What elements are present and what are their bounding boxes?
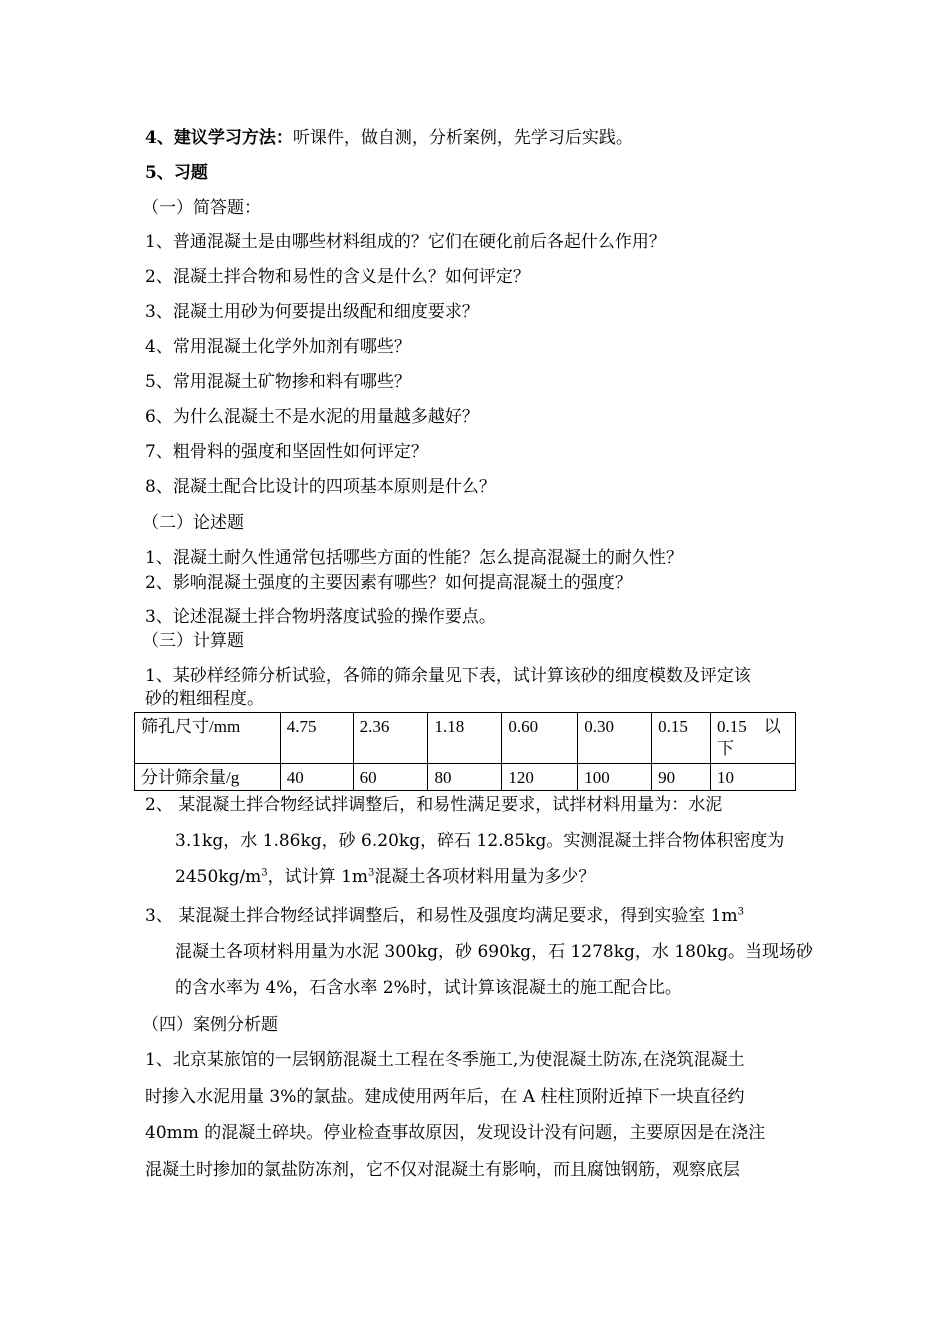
table-cell: 60 [353, 764, 428, 791]
calc-q1-line: 砂的粗细程度。 [145, 689, 264, 709]
short-answer-item: 2、混凝土拌合物和易性的含义是什么？如何评定？ [145, 267, 530, 287]
table-cell: 100 [578, 764, 652, 791]
table-cell-header: 分计筛余量/g [135, 764, 281, 791]
short-answer-item: 5、常用混凝土矿物掺和料有哪些？ [145, 372, 411, 392]
calc-q3-line: 混凝土各项材料用量为水泥 300kg，砂 690kg，石 1278kg，水 180kg。当现场砂 [175, 942, 813, 962]
table-cell: 0.30 [578, 713, 652, 764]
table-cell: 2.36 [353, 713, 428, 764]
case-line: 混凝土时掺加的氯盐防冻剂，它不仅对混凝土有影响，而且腐蚀钢筋，观察底层 [145, 1160, 740, 1180]
short-answer-item: 6、为什么混凝土不是水泥的用量越多越好？ [145, 407, 479, 427]
calc-q1-line: 1、某砂样经筛分析试验，各筛的筛余量见下表，试计算该砂的细度模数及评定该 [145, 666, 751, 686]
table-cell: 1.18 [428, 713, 502, 764]
table-cell: 120 [502, 764, 578, 791]
study-method-line [145, 127, 810, 149]
calc-q2-line: 3.1kg，水 1.86kg，砂 6.20kg，碎石 12.85kg。实测混凝土拌合物体积密度为 [175, 831, 785, 851]
table-cell: 4.75 [280, 713, 353, 764]
case-line: 40mm 的混凝土碎块。停业检查事故原因，发现设计没有问题，主要原因是在浇注 [145, 1123, 766, 1143]
table-row [135, 764, 796, 791]
table-cell: 0.15 [652, 713, 711, 764]
section-essay-title: （二）论述题 [142, 513, 244, 533]
essay-item: 1、混凝土耐久性通常包括哪些方面的性能？怎么提高混凝土的耐久性？ [145, 548, 683, 568]
essay-item: 3、论述混凝土拌合物坍落度试验的操作要点。 [145, 607, 496, 627]
calc-q3-line: 的含水率为 4%，石含水率 2%时，试计算该混凝土的施工配合比。 [175, 978, 682, 998]
case-line: 1、北京某旅馆的一层钢筋混凝土工程在冬季施工,为使混凝土防冻,在浇筑混凝土 [145, 1050, 745, 1070]
table-cell-header: 筛孔尺寸/mm [135, 713, 281, 764]
study-method-label: 4、建议学习方法： [145, 128, 293, 148]
table-cell: 0.60 [502, 713, 578, 764]
table-cell: 80 [428, 764, 502, 791]
calc-q2-line: 2、 某混凝土拌合物经试拌调整后，和易性满足要求，试拌材料用量为：水泥 [145, 795, 723, 815]
sieve-table [134, 712, 796, 791]
case-line: 时掺入水泥用量 3%的氯盐。建成使用两年后，在 A 柱柱顶附近掉下一块直径约 [145, 1087, 745, 1107]
section-calc-title: （三）计算题 [142, 631, 244, 651]
calc-q2-line: $2450kg/m^3$，试计算 $1m^3$混凝土各项材料用量为多少？ [175, 867, 596, 887]
section-short-answer-title: （一）简答题： [142, 198, 261, 218]
table-cell: 10 [711, 764, 796, 791]
short-answer-item: 7、粗骨料的强度和坚固性如何评定？ [145, 442, 428, 462]
section-case-title: （四）案例分析题 [142, 1015, 278, 1035]
short-answer-item: 8、混凝土配合比设计的四项基本原则是什么？ [145, 477, 496, 497]
short-answer-item: 3、混凝土用砂为何要提出级配和细度要求？ [145, 302, 479, 322]
table-cell: 0.15 以下 [711, 713, 796, 764]
calc-q3-line: 3、 某混凝土拌合物经试拌调整后，和易性及强度均满足要求，得到实验室 $1m^3$ [145, 906, 744, 926]
table-cell: 40 [280, 764, 353, 791]
table-cell: 90 [652, 764, 711, 791]
table-row [135, 713, 796, 764]
essay-item: 2、影响混凝土强度的主要因素有哪些？如何提高混凝土的强度？ [145, 573, 632, 593]
study-method-text: 听课件，做自测，分析案例，先学习后实践。 [292, 128, 633, 148]
short-answer-item: 1、普通混凝土是由哪些材料组成的？它们在硬化前后各起什么作用？ [145, 232, 666, 252]
exercises-heading: 5、习题 [145, 163, 208, 183]
short-answer-item: 4、常用混凝土化学外加剂有哪些？ [145, 337, 411, 357]
